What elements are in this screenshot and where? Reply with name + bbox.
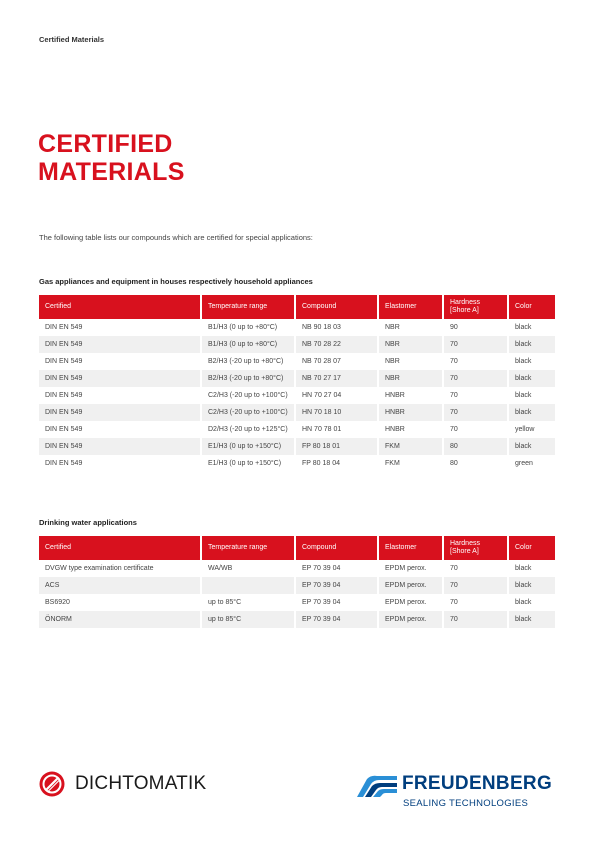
intro-text: The following table lists our compounds which are certified for special applications: bbox=[39, 233, 313, 242]
table-cell: DIN EN 549 bbox=[39, 336, 201, 353]
table-cell: C2/H3 (-20 up to +100°C) bbox=[201, 404, 295, 421]
column-header: Certified bbox=[39, 536, 201, 560]
table-cell: 70 bbox=[443, 336, 508, 353]
table-cell: up to 85°C bbox=[201, 611, 295, 628]
gas-table bbox=[39, 295, 555, 472]
table-cell: NBR bbox=[378, 370, 443, 387]
table-cell: EPDM perox. bbox=[378, 611, 443, 628]
column-header: Compound bbox=[295, 295, 378, 319]
table-cell: EP 70 39 04 bbox=[295, 594, 378, 611]
table-cell: NBR bbox=[378, 353, 443, 370]
table-cell: B1/H3 (0 up to +80°C) bbox=[201, 319, 295, 336]
table-cell: ÖNORM bbox=[39, 611, 201, 628]
table-cell: FKM bbox=[378, 438, 443, 455]
table-row bbox=[39, 594, 555, 611]
table-cell: up to 85°C bbox=[201, 594, 295, 611]
table-cell: NB 70 27 17 bbox=[295, 370, 378, 387]
table-cell: DIN EN 549 bbox=[39, 370, 201, 387]
freudenberg-wave-icon bbox=[357, 775, 397, 797]
table-header-row bbox=[39, 295, 555, 319]
table-cell: HN 70 78 01 bbox=[295, 421, 378, 438]
table-row bbox=[39, 370, 555, 387]
dichtomatik-logo-icon bbox=[39, 771, 65, 797]
page-title bbox=[38, 130, 185, 186]
table-cell: B2/H3 (-20 up to +80°C) bbox=[201, 370, 295, 387]
freudenberg-wordmark: FREUDENBERG bbox=[402, 773, 553, 794]
table-cell: D2/H3 (-20 up to +125°C) bbox=[201, 421, 295, 438]
table-cell: 70 bbox=[443, 370, 508, 387]
table-cell: 70 bbox=[443, 594, 508, 611]
table-cell: EPDM perox. bbox=[378, 560, 443, 577]
table-cell: DIN EN 549 bbox=[39, 455, 201, 472]
table-cell: 70 bbox=[443, 387, 508, 404]
table-cell: DIN EN 549 bbox=[39, 421, 201, 438]
table-row bbox=[39, 319, 555, 336]
page-title-line1: CERTIFIED bbox=[38, 130, 173, 158]
water-table-body bbox=[39, 560, 555, 628]
table-cell: HN 70 27 04 bbox=[295, 387, 378, 404]
table-cell: EP 70 39 04 bbox=[295, 611, 378, 628]
table-cell: C2/H3 (-20 up to +100°C) bbox=[201, 387, 295, 404]
gas-table-body bbox=[39, 319, 555, 472]
table-cell: black bbox=[515, 565, 532, 572]
table-header-row bbox=[39, 536, 555, 560]
water-section-title: Drinking water applications bbox=[39, 518, 137, 527]
freudenberg-logo bbox=[357, 773, 557, 813]
table-cell: HNBR bbox=[378, 387, 443, 404]
table-cell: E1/H3 (0 up to +150°C) bbox=[201, 455, 295, 472]
table-cell: NBR bbox=[378, 319, 443, 336]
table-cell: B1/H3 (0 up to +80°C) bbox=[201, 336, 295, 353]
table-cell: DIN EN 549 bbox=[39, 353, 201, 370]
table-cell: DIN EN 549 bbox=[39, 438, 201, 455]
table-cell: black bbox=[508, 336, 555, 353]
column-header: Temperature range bbox=[201, 295, 295, 319]
table-cell: B2/H3 (-20 up to +80°C) bbox=[201, 353, 295, 370]
column-header: Color bbox=[508, 295, 555, 319]
table-cell: 70 bbox=[443, 560, 508, 577]
table-row bbox=[39, 336, 555, 353]
table-cell: EP 70 39 04 bbox=[295, 577, 378, 594]
table-row bbox=[39, 404, 555, 421]
table-cell: FKM bbox=[378, 455, 443, 472]
table-row bbox=[39, 611, 555, 628]
table-row bbox=[39, 455, 555, 472]
table-cell: black bbox=[508, 611, 555, 628]
table-row bbox=[39, 560, 555, 577]
table-cell: green bbox=[515, 460, 533, 467]
table-cell: FP 80 18 04 bbox=[295, 455, 378, 472]
table-cell: FP 80 18 01 bbox=[295, 438, 378, 455]
table-cell: 70 bbox=[443, 353, 508, 370]
dichtomatik-wordmark: DICHTOMATIK bbox=[75, 773, 207, 794]
column-header: Certified bbox=[39, 295, 201, 319]
table-cell: black bbox=[515, 324, 532, 331]
table-cell: DIN EN 549 bbox=[39, 319, 201, 336]
table-cell: DIN EN 549 bbox=[39, 404, 201, 421]
table-cell: EPDM perox. bbox=[378, 594, 443, 611]
table-cell: NBR bbox=[378, 336, 443, 353]
table-cell: black bbox=[508, 438, 555, 455]
table-row bbox=[39, 438, 555, 455]
water-table bbox=[39, 536, 555, 628]
freudenberg-subtitle: SEALING TECHNOLOGIES bbox=[403, 798, 529, 809]
table-cell: NB 90 18 03 bbox=[295, 319, 378, 336]
table-cell: 70 bbox=[443, 404, 508, 421]
table-row bbox=[39, 353, 555, 370]
column-header: Elastomer bbox=[378, 536, 443, 560]
table-cell: black bbox=[515, 599, 532, 606]
table-cell: EPDM perox. bbox=[378, 577, 443, 594]
table-cell: black bbox=[515, 358, 532, 365]
page-header: Certified Materials bbox=[39, 35, 105, 44]
column-header: Elastomer bbox=[378, 295, 443, 319]
table-row bbox=[39, 577, 555, 594]
table-cell: black bbox=[508, 404, 555, 421]
table-cell: DVGW type examination certificate bbox=[39, 560, 201, 577]
column-header: Temperature range bbox=[201, 536, 295, 560]
table-row bbox=[39, 421, 555, 438]
table-cell: 80 bbox=[443, 455, 508, 472]
table-cell: NB 70 28 07 bbox=[295, 353, 378, 370]
table-cell: 90 bbox=[443, 319, 508, 336]
table-row bbox=[39, 387, 555, 404]
table-cell: black bbox=[508, 370, 555, 387]
column-header: Color bbox=[508, 536, 555, 560]
table-cell: EP 70 39 04 bbox=[295, 560, 378, 577]
table-cell: 80 bbox=[443, 438, 508, 455]
gas-section-title: Gas appliances and equipment in houses respectively household appliances bbox=[39, 277, 313, 286]
column-header: Hardness [Shore A] bbox=[443, 295, 508, 319]
table-cell: black bbox=[515, 392, 532, 399]
column-header: Hardness [Shore A] bbox=[443, 536, 508, 560]
table-cell: 70 bbox=[443, 577, 508, 594]
column-header: Compound bbox=[295, 536, 378, 560]
table-cell: 70 bbox=[443, 421, 508, 438]
table-cell: WA/WB bbox=[201, 560, 295, 577]
table-cell: HNBR bbox=[378, 421, 443, 438]
table-cell: yellow bbox=[515, 426, 535, 433]
table-cell: black bbox=[508, 577, 555, 594]
table-cell: E1/H3 (0 up to +150°C) bbox=[201, 438, 295, 455]
table-cell: BS6920 bbox=[39, 594, 201, 611]
table-cell bbox=[201, 577, 295, 594]
table-cell: HN 70 18 10 bbox=[295, 404, 378, 421]
table-cell: HNBR bbox=[378, 404, 443, 421]
table-cell: DIN EN 549 bbox=[39, 387, 201, 404]
page-title-line2: MATERIALS bbox=[38, 158, 185, 186]
table-cell: ACS bbox=[39, 577, 201, 594]
dichtomatik-logo bbox=[39, 771, 206, 797]
table-cell: 70 bbox=[443, 611, 508, 628]
table-cell: NB 70 28 22 bbox=[295, 336, 378, 353]
